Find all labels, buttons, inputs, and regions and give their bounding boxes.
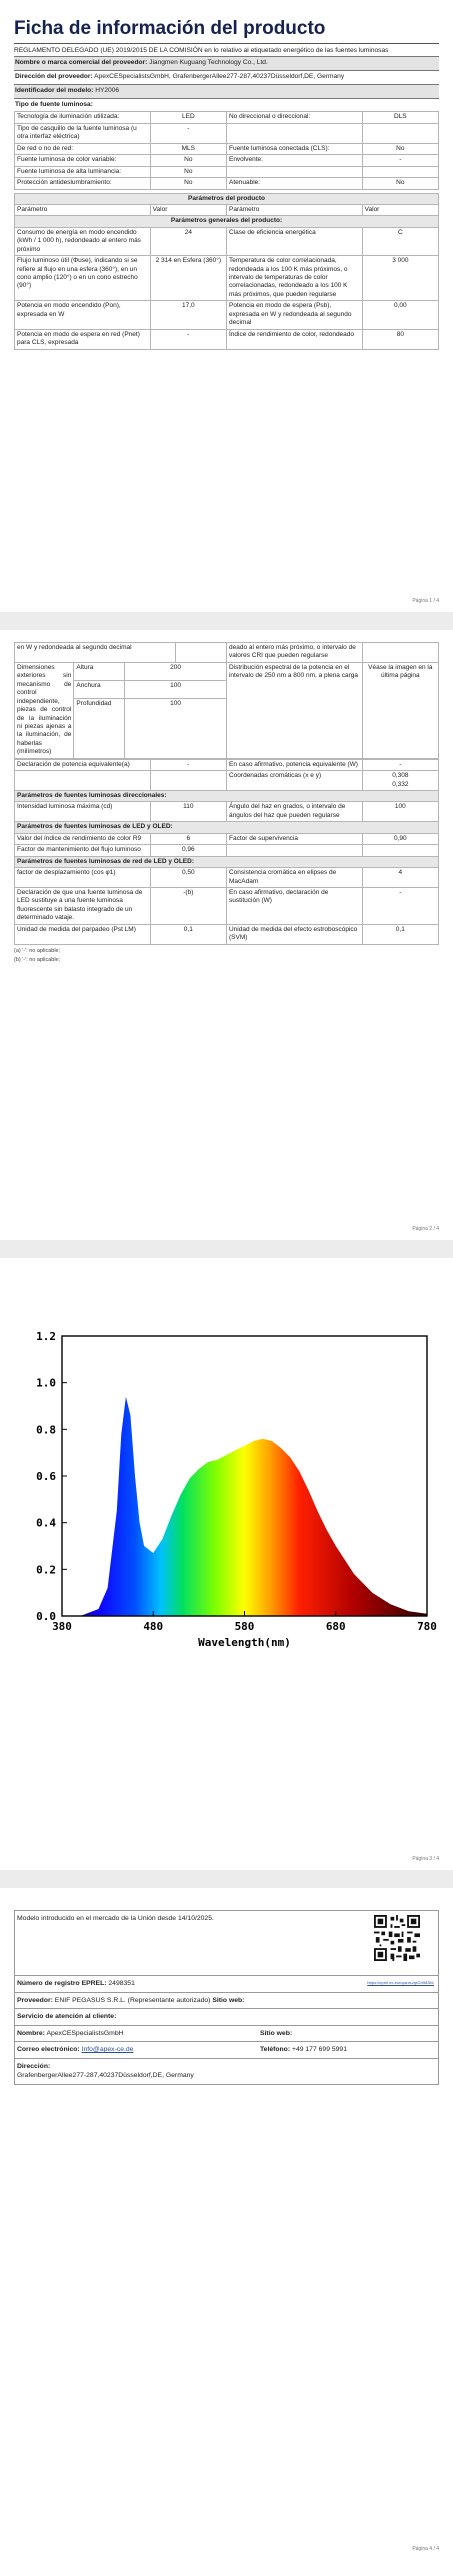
provider-label: Proveedor: xyxy=(17,1996,53,2004)
param-value: MLS xyxy=(150,143,226,154)
param-row xyxy=(15,771,439,791)
qr-code-icon xyxy=(374,1915,420,1961)
params-table-continued xyxy=(14,642,439,759)
dim-name: Altura xyxy=(74,662,125,680)
page-number: Página 3 / 4 xyxy=(412,1856,439,1862)
col-value: Valor xyxy=(150,204,226,215)
param-value: -(b) xyxy=(150,887,226,924)
source-type-head: Tipo de fuente luminosa: xyxy=(14,98,439,112)
param-name: Fuente luminosa de alta luminancia: xyxy=(15,166,151,177)
eprel-box xyxy=(14,1910,439,2085)
spectrum-chart xyxy=(14,1318,439,1678)
page-title: Ficha de información del producto xyxy=(14,18,326,39)
param-value: No xyxy=(150,155,226,166)
param-value: C xyxy=(362,227,438,255)
eprel-row xyxy=(15,1976,438,1993)
general-params-head: Parámetros generales del producto: xyxy=(15,216,439,227)
param-name: Intensidad luminosa máxima (cd) xyxy=(15,802,151,822)
phone-label: Teléfono: xyxy=(260,2046,291,2054)
param-name: Consistencia cromática en elipses de MacAdam xyxy=(226,868,362,888)
param-name: Fuente luminosa de color variable: xyxy=(15,155,151,166)
directional-head: Parámetros de fuentes luminosas direccionales: xyxy=(15,791,439,802)
name-label: Nombre: xyxy=(17,2029,45,2037)
param-name: Consumo de energía en modo encendido (kWh / 1 000 h), redondeado al entero más próximo xyxy=(15,227,151,255)
param-value: 0,96 xyxy=(150,845,226,856)
led-row xyxy=(15,845,439,856)
source-type-row xyxy=(15,143,439,154)
dim-name: Anchura xyxy=(74,680,125,698)
spectral-label: Distribución espectral de la potencia en el intervalo de 250 nm a 800 nm, a plena carga xyxy=(226,662,362,758)
param-value: 110 xyxy=(150,802,226,822)
param-name: Temperatura de color correlacionada, redondeada a los 100 K más próximos, o intervalo de temperaturas de color correlacionadas, redondeado a los 100 K más próximos, que pueden regularse xyxy=(226,256,362,301)
param-value xyxy=(362,123,438,143)
param-value: - xyxy=(362,759,438,770)
y-tick-label: 1.0 xyxy=(36,1376,56,1390)
source-type-row xyxy=(15,123,439,143)
model-row xyxy=(14,84,439,98)
param-name: En caso afirmativo, declaración de sustitución (W) xyxy=(226,887,362,924)
general-param-row xyxy=(15,256,439,301)
param-value: - xyxy=(362,887,438,924)
param-name xyxy=(15,771,151,791)
param-value: 2 314 en Esfera (360°) xyxy=(150,256,226,301)
param-name: Envolvente: xyxy=(226,155,362,166)
regulation-text: REGLAMENTO DELEGADO (UE) 2019/2015 DE LA COMISIÓN en lo relativo al etiquetado energético de las fuentes luminosas xyxy=(14,47,389,54)
param-name: Factor de supervivencia xyxy=(226,833,362,844)
param-name: Tipo de casquillo de la fuente luminosa (u otra interfaz eléctrica) xyxy=(15,123,151,143)
param-value xyxy=(362,845,438,856)
param-value: 0,50 xyxy=(150,868,226,888)
param-value: 4 xyxy=(362,868,438,888)
param-value: DLS xyxy=(362,112,438,123)
general-param-row xyxy=(15,227,439,255)
address-label: Dirección: xyxy=(17,2062,51,2070)
service-contact-row xyxy=(15,2042,438,2059)
address-row xyxy=(14,70,439,84)
product-params-head: Parámetros del producto xyxy=(15,193,439,204)
param-name: Declaración de potencia equivalente(a) xyxy=(15,759,151,770)
y-tick-label: 1.2 xyxy=(36,1330,56,1343)
page-2 xyxy=(0,630,453,1240)
x-tick-label: 680 xyxy=(325,1620,346,1633)
param-value: 0,00 xyxy=(362,301,438,329)
service-name-row xyxy=(15,2026,438,2043)
x-tick-label: 380 xyxy=(52,1620,72,1633)
param-value: - xyxy=(150,759,226,770)
eprel-label: Número de registro EPREL: xyxy=(17,1980,107,1987)
param-value: No xyxy=(150,166,226,177)
led-row xyxy=(15,833,439,844)
param-name: Potencia en modo de espera en red (Pnet) para CLS, expresada xyxy=(15,329,151,349)
param-name: Tecnología de iluminación utilizada: xyxy=(15,112,151,123)
mains-led-row xyxy=(15,924,439,944)
param-name: Unidad de medida del parpadeo (Pst LM) xyxy=(15,924,151,944)
page-number: Página 4 / 4 xyxy=(412,2546,439,2552)
cont-left: en W y redondeada al segundo decimal xyxy=(15,643,176,663)
param-name xyxy=(226,123,362,143)
dim-name: Profundidad xyxy=(74,698,125,758)
model-label: Identificador del modelo: xyxy=(15,86,94,94)
param-row xyxy=(15,759,439,770)
market-intro: Modelo introducido en el mercado de la Unión desde 14/10/2025. xyxy=(17,1915,214,1922)
param-name: No direccional o direccional: xyxy=(226,112,362,123)
param-name xyxy=(226,845,362,856)
param-value: 0,1 xyxy=(150,924,226,944)
provider-row xyxy=(15,1993,438,2010)
param-value: - xyxy=(150,123,226,143)
address-value: GrafenbergerAllee277-287,40237Düsseldorf,DE, Germany xyxy=(17,2072,194,2080)
param-name: Índice de rendimiento de color, redondeado xyxy=(226,329,362,349)
x-tick-label: 480 xyxy=(143,1620,164,1633)
footnote-a: (a) '-': no aplicable; xyxy=(14,947,61,954)
dimensions-label: Dimensiones exteriores sin mecanismo de control independiente, piezas de control de la iluminación ni piezas ajenas a la iluminación, de haberlas (milímetros) xyxy=(15,662,74,758)
phone-value: +49 177 699 5991 xyxy=(291,2046,347,2054)
param-name: Potencia en modo encendido (Pon), expresada en W xyxy=(15,301,151,329)
x-axis-label: Wavelength(nm) xyxy=(198,1636,291,1649)
param-value: No xyxy=(362,178,438,189)
supplier-row xyxy=(14,56,439,70)
param-name: Ángulo del haz en grados, o intervalo de ángulos del haz que pueden regularse xyxy=(226,802,362,822)
address-label: Dirección del proveedor: xyxy=(15,72,93,80)
params-table-rest xyxy=(14,759,439,945)
y-tick-label: 0.2 xyxy=(36,1563,56,1577)
page-1 xyxy=(0,0,453,612)
param-value: 80 xyxy=(362,329,438,349)
product-params-table xyxy=(14,193,439,350)
general-param-row xyxy=(15,329,439,349)
source-type-table xyxy=(14,111,439,189)
param-value: No xyxy=(362,143,438,154)
supplier-value: Jiangmen Kuguang Technology Co., Ltd. xyxy=(149,58,268,66)
param-name: Potencia en modo de espera (Psb), expresada en W y redondeada al segundo decimal xyxy=(226,301,362,329)
page-4 xyxy=(0,1888,453,2560)
param-value: 3 000 xyxy=(362,256,438,301)
param-value: 6 xyxy=(150,833,226,844)
title-divider xyxy=(14,43,439,44)
col-param: Parámetro xyxy=(15,204,151,215)
eprel-link[interactable]: https://eprel.ec.europa.eu/qr/2498351 xyxy=(367,1980,434,1985)
param-name: Protección antideslumbramiento: xyxy=(15,178,151,189)
mains-led-row xyxy=(15,887,439,924)
x-tick-label: 780 xyxy=(417,1620,437,1633)
provider-web-label: Sitio web: xyxy=(212,1996,245,2004)
y-tick-label: 0.4 xyxy=(36,1516,56,1530)
eprel-value: 2498351 xyxy=(108,1980,135,1987)
param-value: - xyxy=(362,155,438,166)
param-name: Flujo luminoso útil (Φuse), indicando si se refiere al flujo en una esfera (360°), en un cono amplio (120°) o en un cono estrecho (90°) xyxy=(15,256,151,301)
footnote-b: (b) '-': no aplicable; xyxy=(14,956,61,963)
address-value: ApexCESpecialistsGmbH, GrafenbergerAllee277-287,40237Düsseldorf,DE, Germany xyxy=(94,72,345,80)
email-link[interactable]: Info@apex-ce.de xyxy=(81,2046,134,2054)
email-label: Correo electrónico: xyxy=(17,2046,80,2054)
param-name: Coordenadas cromáticas (x e y) xyxy=(226,771,362,791)
param-value: 0,90 xyxy=(362,833,438,844)
mains-led-row xyxy=(15,868,439,888)
cont-right: deado al entero más próximo, o intervalo de valores CRI que pueden regularse xyxy=(226,643,362,663)
param-value: 100 xyxy=(362,802,438,822)
param-name: Declaración de que una fuente luminosa de LED sustituye a una fuente luminosa fluorescente sin balasto integrado de un determinado vataje. xyxy=(15,887,151,924)
source-type-row xyxy=(15,178,439,189)
mains-led-head: Parámetros de fuentes luminosas de red de LED y OLED: xyxy=(15,856,439,867)
general-param-row xyxy=(15,301,439,329)
param-name: Atenuable: xyxy=(226,178,362,189)
param-name: De red o no de red: xyxy=(15,143,151,154)
param-value xyxy=(150,771,226,791)
param-name: Fuente luminosa conectada (CLS): xyxy=(226,143,362,154)
service-address-row xyxy=(15,2059,438,2084)
page-number: Página 1 / 4 xyxy=(412,598,439,604)
provider-value: ENIF PEGASUS S.R.L. (Representante autorizado) xyxy=(54,1996,211,2004)
col-param-2: Parámetro xyxy=(226,204,362,215)
dim-value: 200 xyxy=(125,662,227,680)
param-value: No xyxy=(150,178,226,189)
spectrum-area xyxy=(62,1397,427,1616)
y-tick-label: 0.8 xyxy=(36,1423,56,1437)
param-name: Unidad de medida del efecto estroboscópico (SVM) xyxy=(226,924,362,944)
name-value: ApexCESpecialistsGmbH xyxy=(46,2029,124,2037)
supplier-label: Nombre o marca comercial del proveedor: xyxy=(15,58,148,66)
param-value: 17,0 xyxy=(150,301,226,329)
source-type-row xyxy=(15,112,439,123)
model-value: HY2006 xyxy=(95,86,120,94)
service-head: Servicio de atención al cliente: xyxy=(15,2009,438,2026)
y-tick-label: 0.0 xyxy=(36,1610,56,1623)
directional-row xyxy=(15,802,439,822)
led-head: Parámetros de fuentes luminosas de LED y OLED: xyxy=(15,822,439,833)
param-name xyxy=(226,166,362,177)
param-name: Factor de mantenimiento del flujo luminoso xyxy=(15,845,151,856)
dim-value: 100 xyxy=(125,680,227,698)
param-value: 0,308 0,332 xyxy=(362,771,438,791)
x-tick-label: 580 xyxy=(234,1620,255,1633)
param-value: - xyxy=(150,329,226,349)
spectral-value: Véase la imagen en la última página xyxy=(362,662,438,758)
col-value-2: Valor xyxy=(362,204,438,215)
param-name: En caso afirmativo, potencia equivalente (W) xyxy=(226,759,362,770)
web-label: Sitio web: xyxy=(260,2029,293,2037)
param-value: 24 xyxy=(150,227,226,255)
param-name: Valor del índice de rendimiento de color R9 xyxy=(15,833,151,844)
page-3 xyxy=(0,1258,453,1870)
param-value: LED xyxy=(150,112,226,123)
param-value: 0,1 xyxy=(362,924,438,944)
source-type-row xyxy=(15,155,439,166)
dim-value: 100 xyxy=(125,698,227,758)
page-number: Página 2 / 4 xyxy=(412,1226,439,1232)
y-tick-label: 0.6 xyxy=(36,1470,56,1483)
param-name: factor de desplazamiento (cos φ1) xyxy=(15,868,151,888)
param-name: Clase de eficiencia energética xyxy=(226,227,362,255)
source-type-row xyxy=(15,166,439,177)
param-value xyxy=(362,166,438,177)
